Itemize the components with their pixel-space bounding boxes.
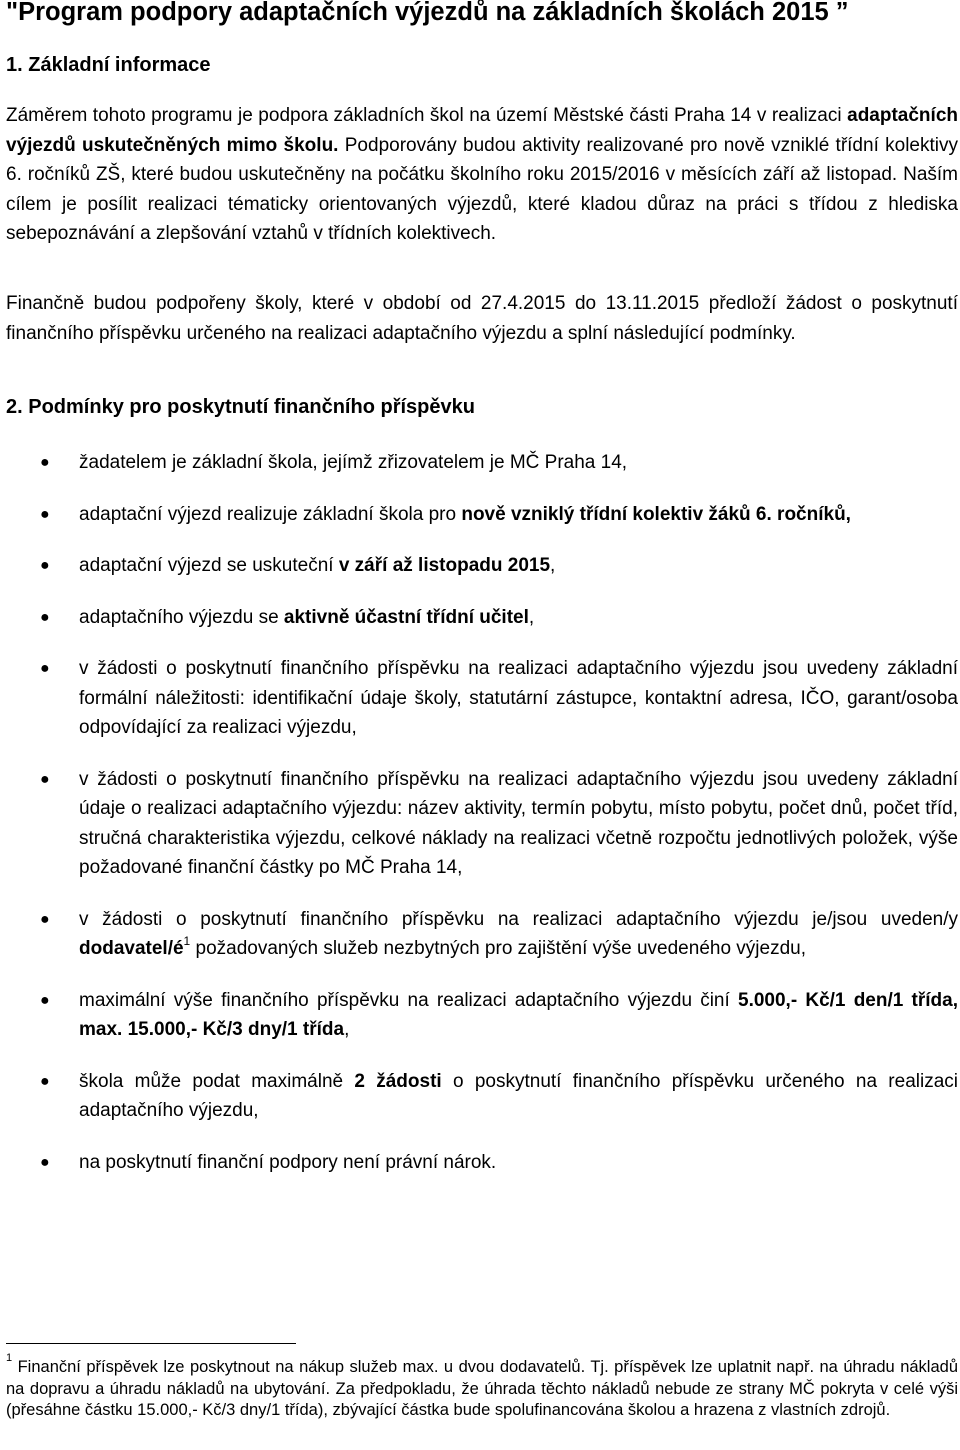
item-emphasis: nově vzniklý třídní kolektiv žáků 6. ročníků,: [461, 503, 851, 525]
item-text-end: požadovaných služeb nezbytných pro zajištění výše uvedeného výjezdu,: [190, 938, 806, 959]
list-item: [6, 986, 958, 1045]
item-text: v žádosti o poskytnutí finančního příspěvku na realizaci adaptačního výjezdu jsou uvedeny základní formální náležitosti: identifikační údaje školy, statutární zástupce, kontaktní adresa, IČO, garant/osoba odpovídající za realizaci výjezdu,: [79, 658, 958, 738]
section-1-paragraph-1-part-c: Podporovány budou aktivity realizované pro nově vzniklé třídní kolektivy 6. ročníků ZŠ, které budou uskutečněny na počátku školního roku 2015/2016 v měsících září až listopad. Naším cílem je posílit realizaci tématicky orientovaných výjezdů, které kladou důraz na práci s třídou z hlediska sebepoznávání a zlepšování vztahů v třídních kolektivech.: [6, 134, 958, 244]
item-text: adaptační výjezd se uskuteční: [79, 555, 339, 576]
footnote-mark: 1: [6, 1351, 13, 1364]
list-item: [6, 654, 958, 743]
bullet-icon: ●: [40, 454, 50, 471]
list-item: [6, 603, 958, 633]
bullet-icon: ●: [40, 1072, 50, 1090]
item-text: žadatelem je základní škola, jejímž zřizovatelem je MČ Praha 14,: [79, 452, 628, 473]
bullet-icon: ●: [40, 910, 50, 928]
list-item: [6, 1148, 958, 1178]
bullet-icon: ●: [40, 505, 50, 523]
bullet-icon: ●: [40, 660, 50, 677]
bullet-icon: ●: [40, 608, 50, 626]
item-emphasis: 5.000,- Kč/1 den/1 třída, max. 15.000,- Kč/3 dny/1 třída: [79, 989, 958, 1040]
list-item: [6, 1067, 958, 1126]
list-item: [6, 500, 958, 530]
item-text: maximální výše finančního příspěvku na realizaci adaptačního výjezdu činí: [79, 989, 738, 1011]
item-text: škola může podat maximálně: [79, 1070, 355, 1092]
section-1-paragraph-1-emphasis: adaptačních výjezdů uskutečněných mimo školu.: [6, 105, 958, 156]
list-item: [6, 905, 958, 964]
document-title: "Program podpory adaptačních výjezdů na základních školách 2015 ”: [6, 0, 849, 26]
item-text: adaptačního výjezdu se: [79, 606, 284, 628]
item-text-end: ,: [550, 555, 556, 576]
item-emphasis: dodavatel/é: [79, 938, 184, 959]
item-emphasis: v září až listopadu 2015: [338, 555, 551, 576]
item-emphasis: 2 žádosti: [354, 1070, 442, 1092]
footnote: [6, 1351, 958, 1422]
bullet-icon: ●: [40, 991, 50, 1009]
section-2-heading: 2. Podmínky pro poskytnutí finančního příspěvku: [6, 396, 475, 418]
item-emphasis: aktivně účastní třídní učitel: [283, 606, 529, 628]
item-text-end: ,: [528, 606, 535, 628]
section-1-paragraph-2: Finančně budou podpořeny školy, které v období od 27.4.2015 do 13.11.2015 předloží žádost o poskytnutí finančního příspěvku určeného na realizaci adaptačního výjezdu a splní následující podmínky.: [6, 293, 958, 344]
footnote-text: Finanční příspěvek lze poskytnout na nákup služeb max. u dvou dodavatelů. Tj. příspěvek lze uplatnit např. na úhradu nákladů na dopravu a úhradu nákladů na ubytování. Za předpokladu, že úhrada těchto nákladů nebude ze strany MČ pokryta v celé výši (přesáhne částku 15.000,- Kč/3 dny/1 třída), zbývající částka bude spolufinancována školou a hrazena z vlastních zdrojů.: [6, 1358, 958, 1419]
bullet-icon: ●: [40, 770, 50, 788]
bullet-icon: ●: [40, 1153, 50, 1171]
list-item: [6, 551, 958, 581]
section-1-paragraph-1-part-a: Záměrem tohoto programu je podpora základních škol na území Městské části Praha 14 v realizaci: [6, 105, 848, 126]
item-text: v žádosti o poskytnutí finančního příspěvku na realizaci adaptačního výjezdu jsou uvedeny základní údaje o realizaci adaptačního výjezdu: název aktivity, termín pobytu, místo pobytu, počet dnů, počet tříd, stručná charakteristika výjezdu, celkové náklady na realizaci včetně rozpočtu jednotlivých položek, výše požadované finanční částky po MČ Praha 14,: [79, 768, 958, 878]
item-text-end: ,: [344, 1019, 350, 1040]
section-1-paragraph-1: [6, 101, 958, 249]
item-text: v žádosti o poskytnutí finančního příspěvku na realizaci adaptačního výjezdu je/jsou uveden/y: [79, 908, 958, 930]
footnote-reference: 1: [183, 933, 191, 948]
conditions-list: [6, 448, 958, 1199]
list-item: [6, 448, 958, 478]
item-text: na poskytnutí finanční podpory není právní nárok.: [79, 1151, 497, 1173]
item-text-end: o poskytnutí finančního příspěvku určeného na realizaci adaptačního výjezdu,: [79, 1070, 958, 1121]
list-item: [6, 765, 958, 883]
item-text: adaptační výjezd realizuje základní škola pro: [79, 503, 462, 525]
bullet-icon: ●: [40, 557, 50, 574]
footnote-divider: [6, 1343, 296, 1344]
section-1-heading: 1. Základní informace: [6, 54, 211, 76]
